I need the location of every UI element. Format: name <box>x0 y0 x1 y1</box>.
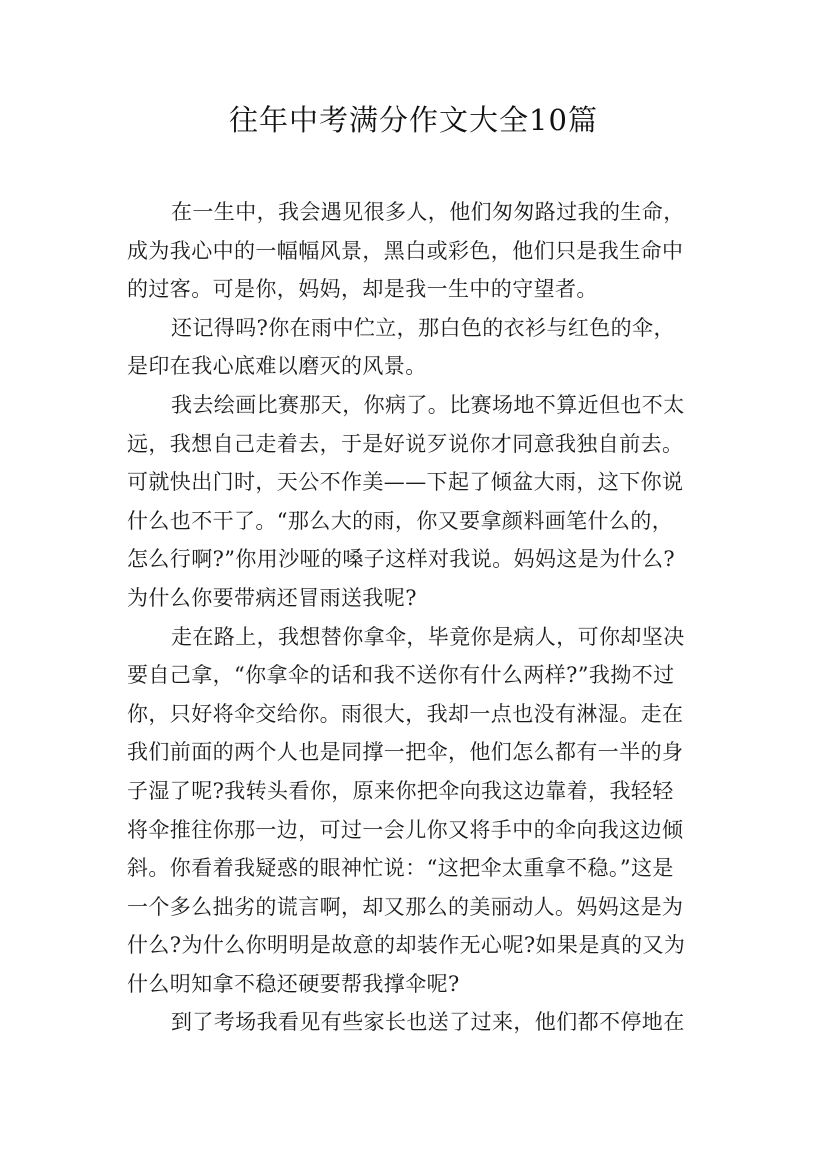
text-line: 什么明知拿不稳还硬要帮我撑伞呢? <box>127 971 460 996</box>
document-title: 往年中考满分作文大全10篇 <box>229 103 598 137</box>
text-line: 的过客。可是你，妈妈，却是我一生中的守望者。 <box>127 277 598 302</box>
text-line: 到了考场我看见有些家长也送了过来，他们都不停地在 <box>171 1010 685 1035</box>
text-line: 为什么你要带病还冒雨送我呢? <box>127 585 417 610</box>
text-line: 是印在我心底难以磨灭的风景。 <box>127 354 427 379</box>
text-line: 一个多么拙劣的谎言啊，却又那么的美丽动人。妈妈这是为 <box>127 894 684 919</box>
text-line: 你，只好将伞交给你。雨很大，我却一点也没有淋湿。走在 <box>127 701 684 726</box>
text-line: 可就快出门时，天公不作美——下起了倾盆大雨，这下你说 <box>127 470 684 495</box>
text-line: 成为我心中的一幅幅风景，黑白或彩色，他们只是我生命中 <box>127 238 684 263</box>
text-line: 走在路上，我想替你拿伞，毕竟你是病人，可你却坚决 <box>171 624 685 649</box>
text-line: 怎么行啊?”你用沙哑的嗓子这样对我说。妈妈这是为什么? <box>127 547 676 572</box>
text-line: 还记得吗?你在雨中伫立，那白色的衣衫与红色的伞， <box>171 315 675 340</box>
text-line: 我们前面的两个人也是同撑一把伞，他们怎么都有一半的身 <box>127 740 684 765</box>
text-line: 要自己拿，“你拿伞的话和我不送你有什么两样?”我拗不过 <box>127 663 675 688</box>
text-line: 在一生中，我会遇见很多人，他们匆匆路过我的生命， <box>171 200 685 224</box>
text-line: 将伞推往你那一边，可过一会儿你又将手中的伞向我这边倾 <box>127 817 684 842</box>
text-line: 斜。你看着我疑惑的眼神忙说：“这把伞太重拿不稳。”这是 <box>127 856 674 881</box>
text-line: 远，我想自己走着去，于是好说歹说你才同意我独自前去。 <box>127 431 684 456</box>
text-line: 什么?为什么你明明是故意的却装作无心呢?如果是真的又为 <box>127 933 686 958</box>
document-body <box>127 193 717 1042</box>
text-line: 什么也不干了。“那么大的雨，你又要拿颜料画笔什么的， <box>127 508 674 533</box>
text-line: 子湿了呢?我转头看你，原来你把伞向我这边靠着，我轻轻 <box>127 778 674 803</box>
text-line: 我去绘画比赛那天，你病了。比赛场地不算近但也不太 <box>171 392 685 417</box>
